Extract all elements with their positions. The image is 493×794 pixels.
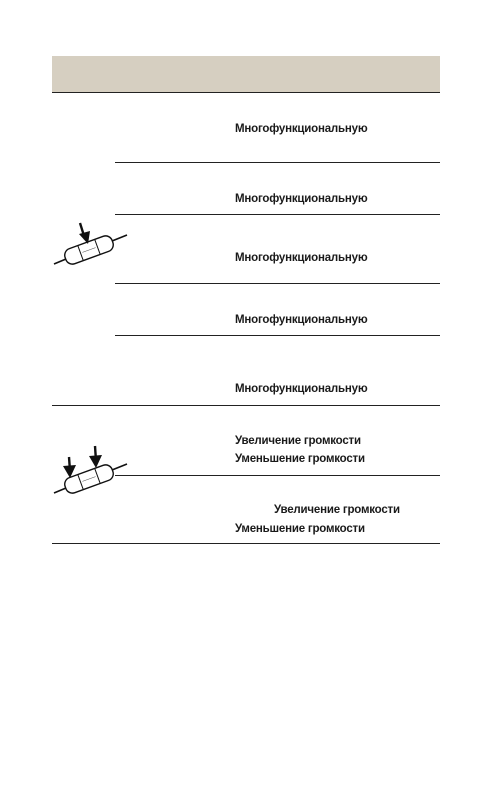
remote-single-arrow-icon: [52, 221, 132, 276]
row-divider: [115, 475, 440, 476]
table-header-band: [52, 56, 440, 92]
row-1-text: Многофункциональную: [235, 123, 368, 135]
row-7-line-2: Уменьшение громкости: [235, 523, 365, 535]
row-divider: [115, 162, 440, 163]
row-7-line-1: Увеличение громкости: [274, 504, 400, 516]
remote-double-arrow-icon: [52, 444, 132, 505]
row-6-line-2: Уменьшение громкости: [235, 453, 365, 465]
row-divider: [115, 335, 440, 336]
row-2-text: Многофункциональную: [235, 193, 368, 205]
header-rule: [52, 92, 440, 93]
row-3-text: Многофункциональную: [235, 252, 368, 264]
row-5-text: Многофункциональную: [235, 383, 368, 395]
row-4-text: Многофункциональную: [235, 314, 368, 326]
row-divider: [115, 214, 440, 215]
group-divider: [52, 405, 440, 406]
table-bottom-rule: [52, 543, 440, 544]
row-6-line-1: Увеличение громкости: [235, 435, 361, 447]
row-divider: [115, 283, 440, 284]
